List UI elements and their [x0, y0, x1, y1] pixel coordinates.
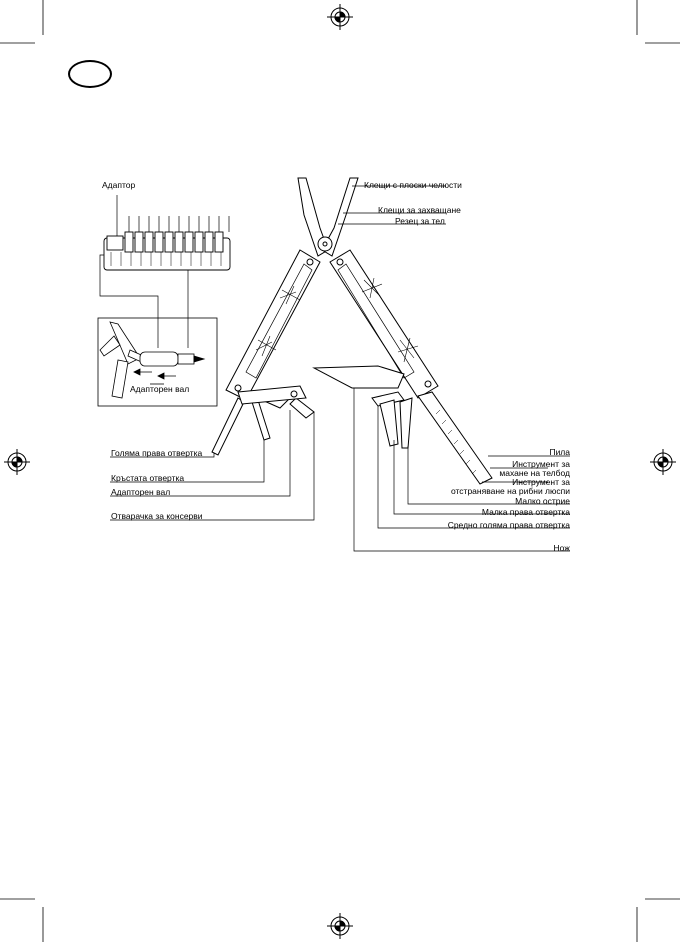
label-wire-cutter: Резец за тел	[395, 216, 445, 226]
label-small-flat-screwdriver: Малка права отвертка	[481, 507, 570, 517]
label-fish-scaler-line1: Инструмент за	[512, 477, 570, 487]
label-adapter: Адаптор	[102, 180, 136, 190]
label-small-blade: Малко острие	[515, 496, 570, 506]
label-staple-tool-line2: махане на телбод	[499, 468, 570, 478]
label-can-opener: Отварачка за консерви	[111, 511, 203, 521]
label-staple-tool-line1: Инструмент за	[512, 459, 570, 469]
label-large-flat-screwdriver: Голяма права отвертка	[111, 448, 203, 458]
label-adapter-shaft: Адаптoрен вал	[111, 487, 171, 497]
registration-mark-icon	[4, 4, 676, 939]
label-flat-nose-pliers: Клещи с плоски челюсти	[364, 180, 462, 190]
bit-holder	[104, 195, 230, 270]
label-saw: Пила	[549, 447, 570, 457]
leader-lines-left	[110, 410, 314, 520]
language-badge-icon	[68, 60, 112, 88]
label-gripping-pliers: Клещи за захващане	[378, 205, 461, 215]
label-adapter-shaft-inset: Адаптoрен вал	[130, 384, 190, 394]
label-phillips-screwdriver: Кръстата отвертка	[111, 473, 185, 483]
label-medium-flat-screwdriver: Средно голяма права отвертка	[447, 520, 570, 530]
label-knife: Нож	[553, 543, 570, 553]
label-fish-scaler-line2: отстраняване на рибни люспи	[450, 486, 570, 496]
